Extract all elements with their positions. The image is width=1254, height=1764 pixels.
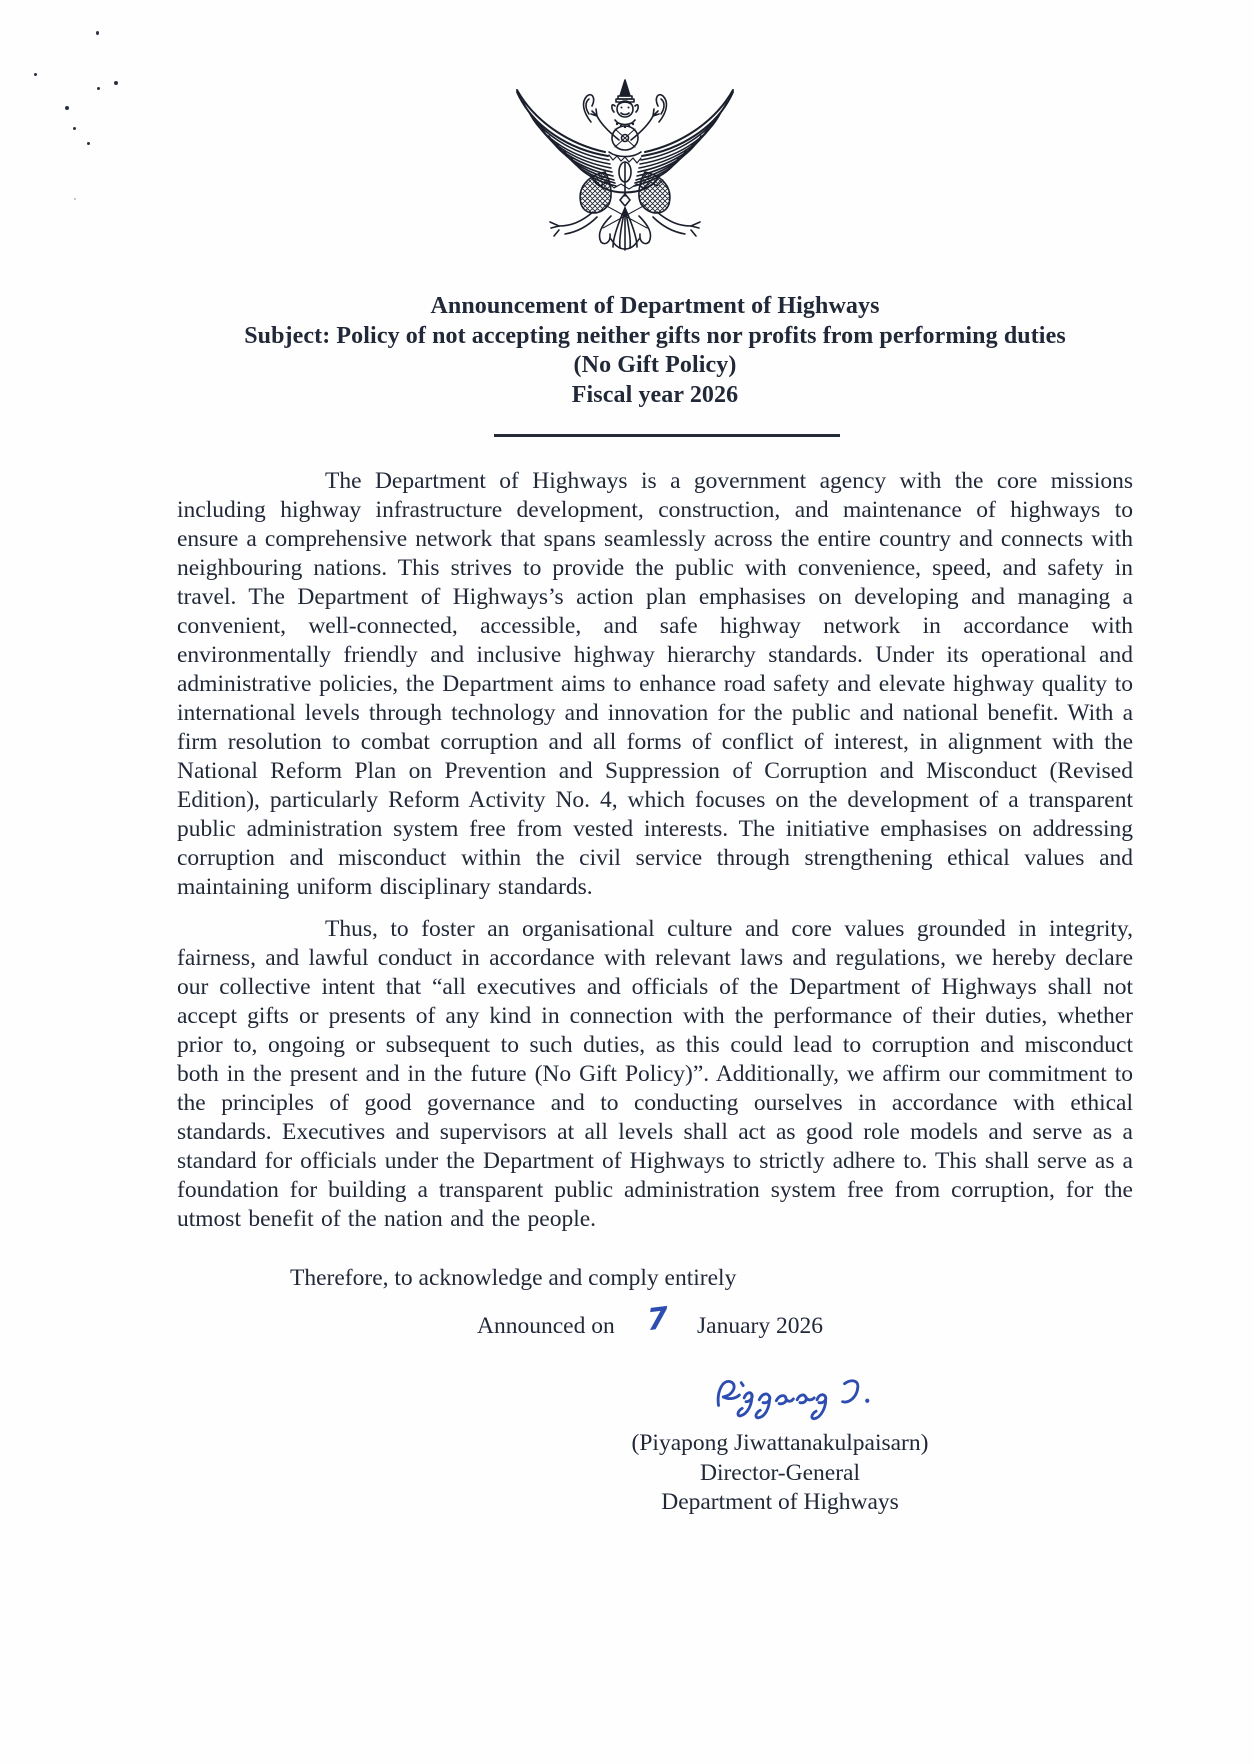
scan-speck xyxy=(73,127,76,130)
garuda-emblem-icon xyxy=(505,76,745,252)
closing-line: Therefore, to acknowledge and comply entirely xyxy=(290,1265,737,1291)
signature-handwriting xyxy=(710,1371,890,1421)
signatory-title: Director-General xyxy=(699,1459,860,1486)
title-divider-rule xyxy=(494,434,840,437)
announced-on-label: Announced on xyxy=(477,1313,615,1339)
scan-speck xyxy=(97,87,100,90)
document-title-block xyxy=(177,292,1133,410)
handwritten-day: 7 xyxy=(646,1300,669,1339)
title-line-fiscal-year: Fiscal year 2026 xyxy=(571,381,739,408)
scan-speck xyxy=(87,142,90,145)
title-line-announcement: Announcement of Department of Highways xyxy=(430,293,880,319)
scan-speck xyxy=(860,315,863,317)
signatory-organization: Department of Highways xyxy=(661,1489,899,1515)
scan-speck xyxy=(65,106,69,110)
announcement-month-year: January 2026 xyxy=(697,1313,823,1339)
scan-speck xyxy=(74,198,76,200)
paragraph-core-missions: The Department of Highways is a government agency with the core missions including highway infrastructure development, construction, and maintenance of highways to ensure a comprehensive network that spans seamlessly across the entire country and connects with neighbouring nations. This strives to provide the public with convenience, speed, and safety in travel. The Department of Highways’s action plan emphasises on developing and managing a convenient, well-connected, accessible, and safe highway network in accordance with environmentally friendly and inclusive highway hierarchy standards. Under its operational and administrative policies, the Department aims to enhance road safety and elevate highway quality to international levels through technology and innovation for the public and national benefit. With a firm resolution to combat corruption and all forms of conflict of interest, in alignment with the National Reform Plan on Prevention and Suppression of Corruption and Misconduct (Revised Edition), particularly Reform Activity No. 4, which focuses on the development of a transparent public administration system free from vested interests. The initiative emphasises on addressing corruption and misconduct within the civil service through strengthening ethical values and maintaining uniform disciplinary standards. xyxy=(177,468,1133,900)
scan-speck xyxy=(114,81,118,85)
scan-speck xyxy=(34,73,37,76)
signatory-block xyxy=(590,1429,970,1518)
scan-speck xyxy=(96,31,99,35)
title-line-subject: Subject: Policy of not accepting neither gifts nor profits from performing duties xyxy=(244,322,1066,349)
paragraph-no-gift-declaration: Thus, to foster an organisational culture and core values grounded in integrity, fairness, and lawful conduct in accordance with relevant laws and regulations, we hereby declare our collective intent that “all executives and officials of the Department of Highways shall not accept gifts or presents of any kind in connection with the performance of their duties, whether prior to, ongoing or subsequent to such duties, as this could lead to corruption and misconduct both in the present and in the future (No Gift Policy)”. Additionally, we affirm our commitment to the principles of good governance and to conducting ourselves in accordance with ethical standards. Executives and supervisors at all levels shall act as good role models and serve as a standard for officials under the Department of Highways to strictly adhere to. This shall serve as a foundation for building a transparent public administration system free from corruption, for the utmost benefit of the nation and the people. xyxy=(177,916,1133,1232)
title-line-policy: (No Gift Policy) xyxy=(573,352,737,378)
announcement-date-line xyxy=(177,1300,1133,1345)
signatory-name: (Piyapong Jiwattanakulpaisarn) xyxy=(631,1430,929,1456)
